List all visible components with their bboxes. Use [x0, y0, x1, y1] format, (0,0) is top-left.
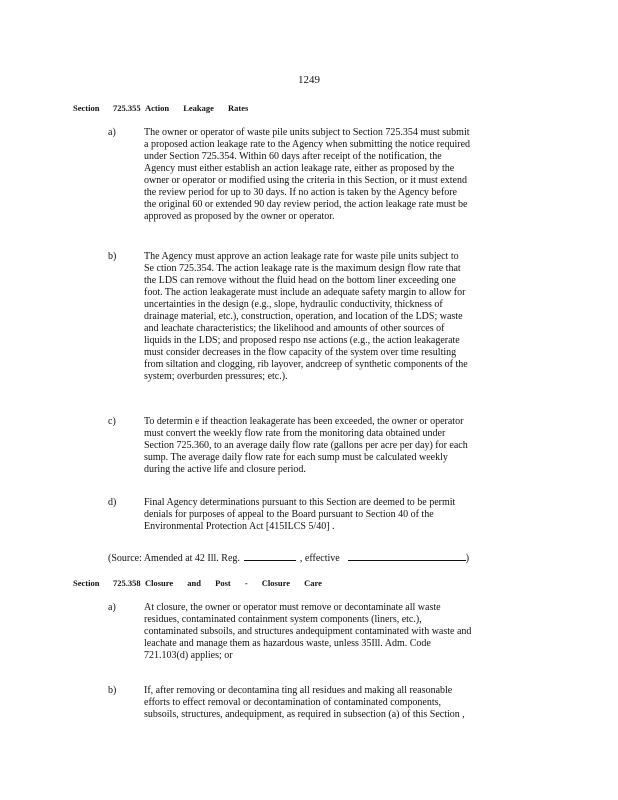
section-title: Closure and Post - Closure Care: [145, 578, 322, 588]
subsection-text: At closure, the owner or operator must remove or decontaminate all waste residues, contaminated containment system components (liners, etc.), contaminated subsoils, and structures andequipment contaminated with waste and leachate and manage them as hazardous waste, unless 35Ill. Adm. Code 721.103(d) applies; or: [144, 602, 472, 661]
section-word: Section: [73, 103, 100, 113]
source-note: [108, 551, 469, 564]
subsection-label: d): [108, 497, 117, 508]
subsection-label: a): [108, 127, 116, 138]
section-title: Action Leakage Rates: [145, 103, 249, 113]
section-heading-725-358: [73, 578, 322, 588]
subsection-label: c): [108, 416, 116, 427]
effective-date-blank: [348, 551, 466, 561]
section-number: 725.355: [113, 103, 141, 113]
subsection-label: b): [108, 685, 117, 696]
subsection-text: To determin e if theaction leakagerate has been exceeded, the owner or operator must convert the weekly flow rate from the monitoring data obtained under Section 725.360, to an average daily flow rate (gallons per acre per day) for each sump. The average daily flow rate for each sump must be calculated weekly during the active life and closure period.: [144, 416, 468, 475]
section-heading-725-355: [73, 103, 248, 113]
source-suffix: ): [465, 553, 470, 564]
subsection-text: If, after removing or decontamina ting all residues and making all reasonable efforts to effect removal or decontamination of contaminated components, subsoils, structures, andequipment, as required in subsection (a) of this Section ,: [144, 685, 465, 720]
source-middle: , effective: [299, 553, 340, 564]
subsection-label: b): [108, 251, 117, 262]
subsection-text: The owner or operator of waste pile units subject to Section 725.354 must submit a proposed action leakage rate to the Agency when submitting the notice required under Section 725.354. Within 60 days after receipt of the notification, the Agency must either establish an action leakage rate, either as proposed by the owner or operator or modified using the criteria in this Section, or it must extend the review period for up to 30 days. If no action is taken by the Agency before the original 60 or extended 90 day review period, the action leakage rate must be approved as proposed by the owner or operator.: [144, 127, 471, 222]
page-number: 1249: [298, 74, 320, 86]
source-prefix: (Source: Amended at 42 Ill. Reg.: [108, 553, 240, 564]
register-blank: [244, 551, 296, 561]
subsection-text: Final Agency determinations pursuant to this Section are deemed to be permit denials for purposes of appeal to the Board pursuant to Section 40 of the Environmental Protection Act [415ILCS 5/40] .: [144, 497, 456, 532]
section-number: 725.358: [113, 578, 141, 588]
section-word: Section: [73, 578, 100, 588]
subsection-text: The Agency must approve an action leakage rate for waste pile units subject to Se ction 725.354. The action leakage rate is the maximum design flow rate that the LDS can remove without the fluid head on the bottom liner exceeding one foot. The action leakagerate must include an adequate safety margin to allow for uncertainties in the design (e.g., slope, hydraulic conductivity, thickness of drainage material, etc.), construction, operation, and location of the LDS; waste and leachate characteristics; the likelihood and amounts of other sources of liquids in the LDS; and proposed respo nse actions (e.g., the action leakagerate must consider decreases in the flow capacity of the system over time resulting from siltation and clogging, rib layover, andcreep of synthetic components of the system; overburden pressures; etc.).: [144, 251, 468, 382]
subsection-label: a): [108, 602, 116, 613]
